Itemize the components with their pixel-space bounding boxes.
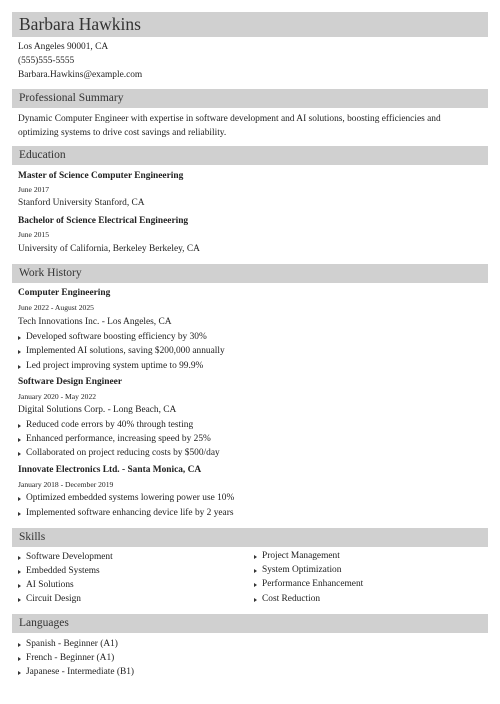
bullet-icon [18, 424, 21, 428]
bullet-icon [18, 497, 21, 501]
bullet-icon [18, 350, 21, 354]
bullet-icon [18, 657, 21, 661]
skill-text: Cost Reduction [262, 594, 321, 604]
candidate-name: Barbara Hawkins [12, 12, 488, 37]
bullet-icon [18, 452, 21, 456]
education-degree: Bachelor of Science Electrical Engineering [18, 216, 189, 226]
bullet-icon [254, 583, 257, 587]
section-header-education: Education [12, 146, 488, 165]
contact-email: Barbara.Hawkins@example.com [18, 70, 143, 80]
job-company: Tech Innovations Inc. - Los Angeles, CA [18, 317, 172, 327]
skill-text: AI Solutions [26, 580, 74, 590]
job-bullet-text: Reduced code errors by 40% through testing [26, 420, 194, 430]
section-header-skills: Skills [12, 528, 488, 547]
job-bullet-text: Developed software boosting efficiency by 30% [26, 332, 207, 342]
job-bullet-text: Collaborated on project reducing costs by $500/day [26, 448, 220, 458]
education-date: June 2015 [18, 230, 50, 239]
job-dates: January 2020 - May 2022 [18, 392, 97, 401]
bullet-icon [18, 584, 21, 588]
job-bullet-text: Implemented software enhancing device life by 2 years [26, 508, 234, 518]
bullet-icon [18, 643, 21, 647]
education-school: Stanford University Stanford, CA [18, 198, 145, 208]
job-bullet-text: Implemented AI solutions, saving $200,000 annually [26, 346, 225, 356]
job-bullet-text: Enhanced performance, increasing speed by 25% [26, 434, 211, 444]
contact-phone: (555)555-5555 [18, 56, 75, 66]
skill-text: System Optimization [262, 565, 342, 575]
bullet-icon [18, 598, 21, 602]
language-text: Spanish - Beginner (A1) [26, 639, 118, 649]
summary-text: Dynamic Computer Engineer with expertise in software development and AI solutions, boosting efficiencies and optimizing systems to drive cost savings and reliability. [18, 114, 441, 138]
education-date: June 2017 [18, 185, 50, 194]
job-bullet-text: Led project improving system uptime to 99.9% [26, 361, 204, 371]
job-title: Software Design Engineer [18, 377, 122, 387]
job-title: Computer Engineering [18, 288, 111, 298]
bullet-icon [18, 556, 21, 560]
language-text: French - Beginner (A1) [26, 653, 115, 663]
education-degree: Master of Science Computer Engineering [18, 171, 184, 181]
bullet-icon [18, 438, 21, 442]
bullet-icon [18, 570, 21, 574]
skill-text: Performance Enhancement [262, 579, 364, 589]
job-dates: January 2018 - December 2019 [18, 480, 114, 489]
skill-text: Embedded Systems [26, 566, 100, 576]
education-school: University of California, Berkeley Berkeley, CA [18, 244, 200, 254]
contact-address: Los Angeles 90001, CA [18, 42, 109, 52]
skill-text: Software Development [26, 552, 113, 562]
skill-text: Project Management [262, 551, 340, 561]
section-header-summary: Professional Summary [12, 89, 488, 108]
bullet-icon [18, 336, 21, 340]
bullet-icon [254, 598, 257, 602]
job-title: Innovate Electronics Ltd. - Santa Monica, CA [18, 465, 202, 475]
language-text: Japanese - Intermediate (B1) [26, 667, 135, 677]
job-dates: June 2022 - August 2025 [18, 303, 94, 312]
bullet-icon [254, 555, 257, 559]
bullet-icon [254, 569, 257, 573]
bullet-icon [18, 512, 21, 516]
job-company: Digital Solutions Corp. - Long Beach, CA [18, 405, 177, 415]
job-bullet-text: Optimized embedded systems lowering power use 10% [26, 493, 235, 503]
bullet-icon [18, 671, 21, 675]
skill-text: Circuit Design [26, 594, 81, 604]
bullet-icon [18, 365, 21, 369]
section-header-work-history: Work History [12, 264, 488, 283]
section-header-languages: Languages [12, 614, 488, 633]
